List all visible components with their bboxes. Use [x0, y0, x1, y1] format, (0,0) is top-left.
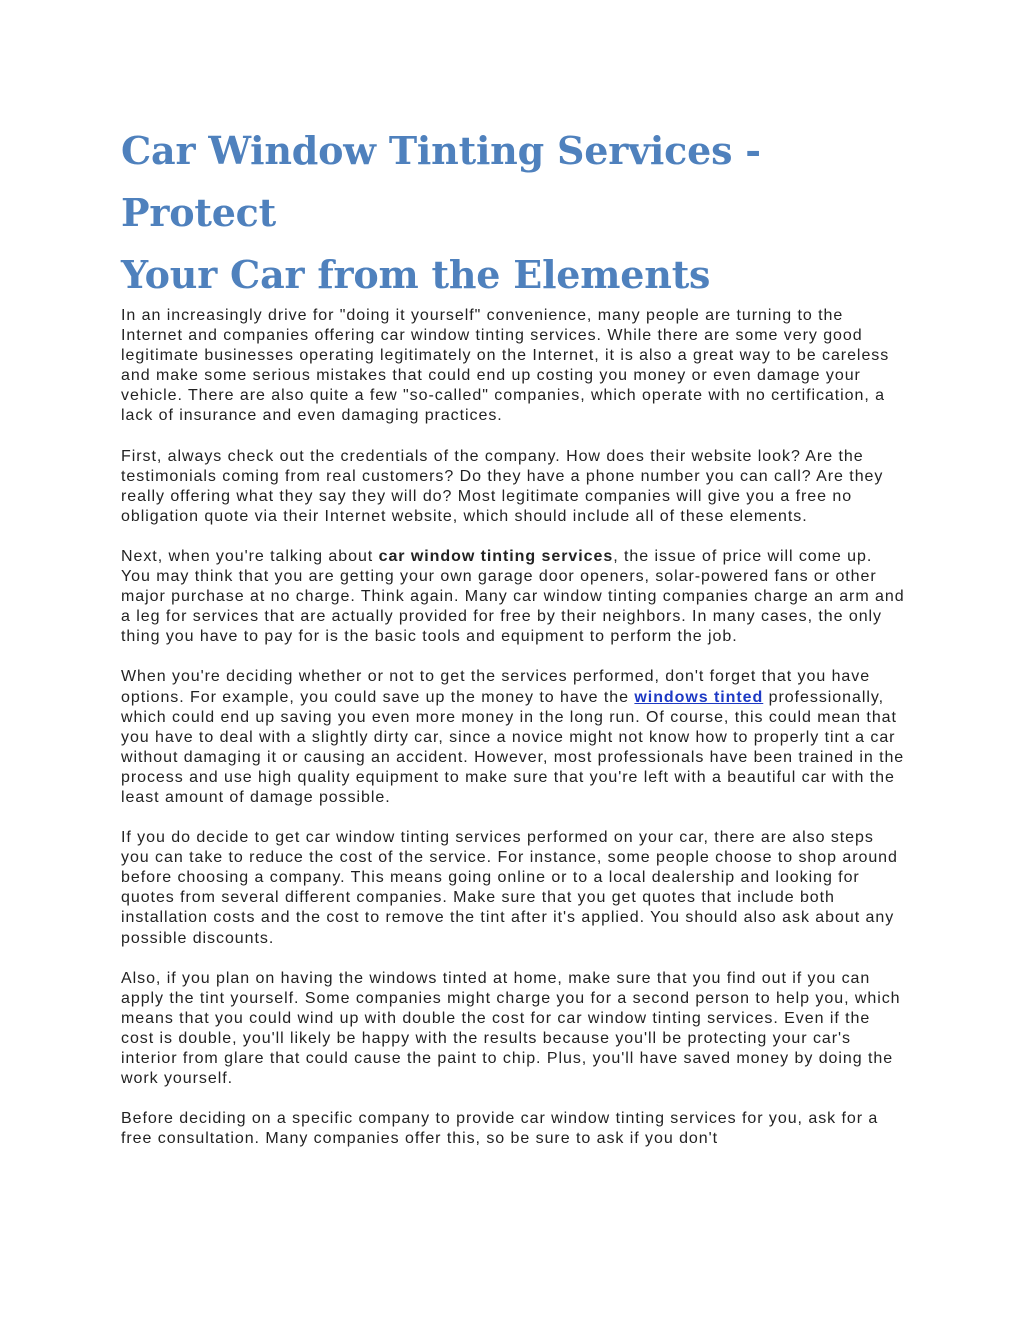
paragraph-consultation: Before deciding on a specific company to provide car window tinting services for you, ask for a free consultation. Many companies offer this, so be sure to ask if you don't [121, 1110, 879, 1148]
title-line-1: Car Window Tinting Services - Protect [121, 128, 761, 235]
paragraph-reduce-cost: If you do decide to get car window tinting services performed on your car, there are also steps you can take to reduce the cost of the service. For instance, some people choose to shop around before choosing a company. This means going online or to a local dealership and looking for quotes from several different companies. Make sure that you get quotes that include both installation costs and the cost to remove the tint after it's applied. You should also ask about any possible discounts. [121, 829, 898, 947]
paragraph-at-home: Also, if you plan on having the windows tinted at home, make sure that you find out if you can apply the tint yourself. Some companies might charge you for a second person to help you, which means that you could wind up with double the cost for car window tinting services. Even if the cost is double, you'll likely be happy with the results because you'll be protecting your car's interior from glare that could cause the paint to chip. Plus, you'll have saved money by doing the work yourself. [121, 969, 901, 1088]
paragraph-intro: In an increasingly drive for "doing it yourself" convenience, many people are turning to the Internet and companies offering car window tinting services. While there are some very good legitimate businesses operating legitimately on the Internet, it is also a great way to be careless and make some serious mistakes that could end up costing you money or even damage your vehicle. There are also quite a few "so-called" companies, which operate with no certification, a lack of insurance and even damaging practices. [121, 307, 890, 425]
paragraph-options-before: When you're deciding whether or not to get the services performed, don't forget that you have options. For example, you could save up the money to have the [121, 668, 871, 706]
windows-tinted-link[interactable]: windows tinted [634, 688, 764, 706]
paragraph-options-after: professionally, which could end up saving you even more money in the long run. Of course, this could mean that you have to deal with a slightly dirty car, since a novice might not know how to properly tint a car without damaging it or causing an accident. However, most professionals have been trained in the process and use high quality equipment to make sure that you're left with a beautiful car with the least amount of damage possible. [121, 688, 905, 806]
paragraph-credentials: First, always check out the credentials of the company. How does their website look? Are the testimonials coming from real customers? Do they have a phone number you can call? Are they really offering what they say they will do? Most legitimate companies will give you a free no obligation quote via their Internet website, which should include all of these elements. [121, 447, 884, 525]
paragraph-price-before: Next, when you're talking about [121, 547, 379, 565]
title-line-2: Your Car from the Elements [121, 252, 711, 297]
document-content [121, 120, 906, 1169]
document-title [121, 120, 906, 306]
paragraph-options [121, 667, 906, 808]
bold-keyword: car window tinting services [378, 547, 614, 565]
paragraph-price [121, 547, 906, 647]
paragraph-price-after: , the issue of price will come up. You may think that you are getting your own garage door openers, solar-powered fans or other major purchase at no charge. Think again. Many car window tinting companies charge an arm and a leg for services that are actually provided for free by their neighbors. In many cases, the only thing you have to pay for is the basic tools and equipment to perform the job. [121, 547, 905, 646]
